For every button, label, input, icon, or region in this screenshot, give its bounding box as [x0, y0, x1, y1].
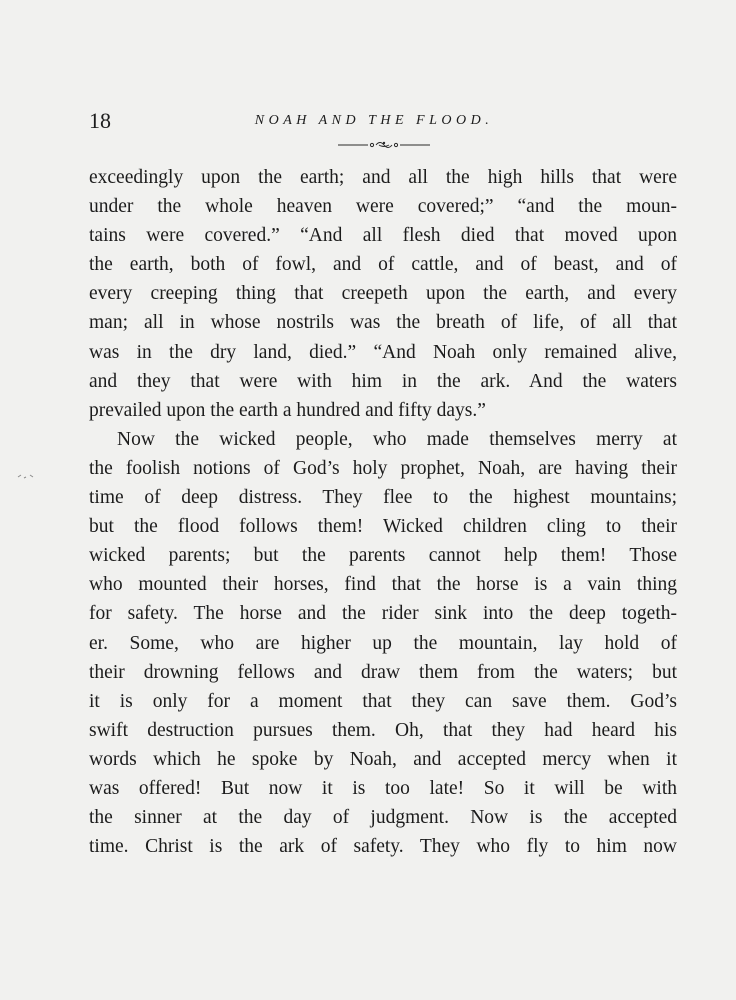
body-text: [89, 163, 677, 861]
text-line: the earth, both of fowl, and of cattle, and of beast, and of: [89, 254, 677, 276]
text-line: swift destruction pursues them. Oh, that they had heard his: [89, 719, 677, 741]
running-title: NOAH AND THE FLOOD.: [254, 113, 494, 128]
text-line: the sinner at the day of judgment. Now is the accepted: [89, 807, 677, 829]
text-line: who mounted their horses, find that the horse is a vain thing: [89, 574, 677, 596]
margin-mark-icon: [14, 465, 44, 485]
text-line: it is only for a moment that they can save them. God’s: [89, 690, 677, 712]
text-line: time. Christ is the ark of safety. They who fly to him now: [89, 836, 677, 858]
text-line: exceedingly upon the earth; and all the high hills that were: [89, 167, 677, 188]
text-line: man; all in whose nostrils was the breath of life, of all that: [89, 312, 677, 334]
text-line: for safety. The horse and the rider sink into the deep togeth-: [89, 603, 677, 625]
text-line: their drowning fellows and draw them from the waters; but: [89, 661, 677, 683]
text-line: was offered! But now it is too late! So it will be with: [89, 777, 677, 799]
text-line: tains were covered.” “And all flesh died that moved upon: [89, 225, 677, 247]
text-line: time of deep distress. They flee to the highest mountains;: [89, 487, 677, 509]
text-line: but the flood follows them! Wicked children cling to their: [89, 516, 677, 538]
text-line: wicked parents; but the parents cannot help them! Those: [89, 545, 677, 567]
text-line: words which he spoke by Noah, and accepted mercy when it: [89, 748, 677, 770]
text-line: the foolish notions of God’s holy prophet, Noah, are having their: [89, 457, 677, 479]
paragraph-last-line: prevailed upon the earth a hundred and fifty days.”: [89, 399, 486, 421]
decorative-rule-icon: [338, 139, 430, 151]
text-line: and they that were with him in the ark. And the waters: [89, 370, 677, 392]
text-line: was in the dry land, died.” “And Noah only remained alive,: [89, 341, 677, 363]
text-line: under the whole heaven were covered;” “and the moun-: [89, 196, 677, 218]
page-number: 18: [89, 108, 111, 133]
paragraph-first-line: Now the wicked people, who made themselves merry at: [117, 428, 677, 450]
text-line: every creeping thing that creepeth upon the earth, and every: [89, 283, 677, 305]
text-line: er. Some, who are higher up the mountain, lay hold of: [89, 632, 677, 654]
